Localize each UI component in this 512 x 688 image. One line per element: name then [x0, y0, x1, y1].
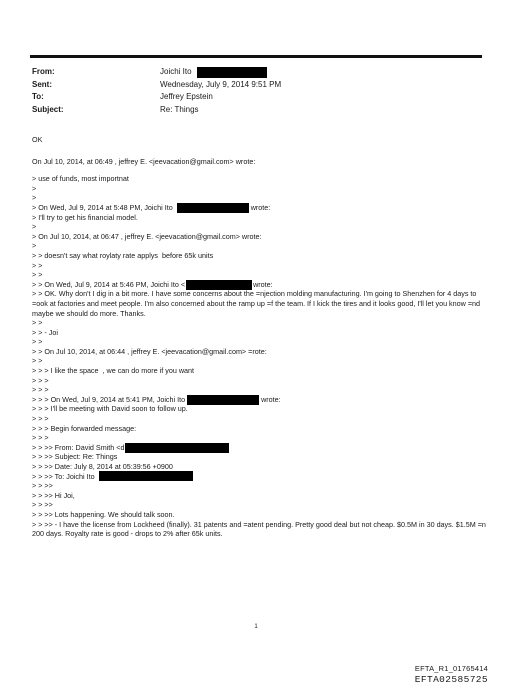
body-line: >	[32, 241, 37, 251]
redaction-box	[197, 67, 267, 78]
email-header	[32, 66, 281, 116]
body-line: > > >>	[32, 500, 53, 510]
subject-label: Subject:	[32, 104, 64, 114]
body-line: > > >	[32, 375, 49, 385]
body-line: > > >> Subject: Re: Things	[32, 452, 118, 462]
body-line-text: > > > On Wed, Jul 9, 2014 at 5:41 PM, Joichi Ito	[32, 394, 186, 404]
subject-row	[32, 104, 281, 117]
body-paragraph: > > OK. Why don't I dig in a bit more. I have some concerns about the =njection molding manufacturing. I'm going to Shenzhen for 4 days to =ook at factories and meet people. I'm also concerned about the ramp up =f the team. If I kick the tires and it looks good, I'll let you know =nd maybe we should do more. Thanks.	[32, 289, 481, 318]
sent-label: Sent:	[32, 79, 52, 89]
body-line-text: wrote:	[261, 394, 281, 404]
body-line: >	[32, 222, 37, 232]
body-line-text: > > On Wed, Jul 9, 2014 at 5:46 PM, Joichi Ito <	[32, 279, 186, 289]
sent-value: Wednesday, July 9, 2014 9:51 PM	[160, 79, 282, 89]
body-line: > I'll try to get his financial model.	[32, 212, 138, 222]
footer-code-primary: EFTA_R1_01765414	[414, 664, 488, 673]
redaction-box	[186, 280, 252, 290]
body-line: On Jul 10, 2014, at 06:49 , jeffrey E. <jeevacation@gmail.com> wrote:	[32, 156, 256, 166]
body-line: > >	[32, 318, 43, 328]
body-line: > >	[32, 270, 43, 280]
redaction-box	[187, 395, 259, 405]
body-line: > > >	[32, 414, 49, 424]
body-line: > > >	[32, 433, 49, 443]
redaction-box	[177, 203, 249, 213]
body-line	[32, 395, 487, 405]
body-line: >	[32, 183, 37, 193]
footer-code-secondary: EFTA02585725	[414, 674, 488, 685]
from-label: From:	[32, 67, 55, 76]
redaction-box	[99, 471, 193, 481]
body-line: > > >> Date: July 8, 2014 at 05:39:56 +0900	[32, 462, 173, 471]
body-line	[32, 472, 487, 482]
redaction-box	[125, 443, 229, 453]
email-body	[32, 135, 487, 539]
to-label: To:	[32, 92, 44, 101]
body-line: > > >>	[32, 481, 53, 491]
from-row	[32, 66, 281, 79]
body-line: > > >> Lots happening. We should talk soon.	[32, 509, 175, 519]
subject-value: Re: Things	[160, 104, 199, 114]
body-line: > > >> Hi Joi,	[32, 490, 75, 500]
body-line: > > > I'll be meeting with David soon to follow up.	[32, 404, 188, 414]
body-line: >	[32, 193, 37, 203]
body-line	[32, 280, 487, 290]
body-line-text: wrote:	[253, 279, 273, 289]
body-paragraph: > > >> - I have the license from Lockheed (finally). 31 patents and =atent pending. Pretty good deal but not cheap. $0.5M in 30 days. $1.5M =n 200 days. Royalty rate is good - drops to 2% after 65k units.	[32, 519, 486, 539]
body-line: > > doesn't say what roylaty rate applys before 65k units	[32, 250, 214, 260]
body-line: > use of funds, most importnat	[32, 174, 129, 184]
body-line: > On Jul 10, 2014, at 06:47 , jeffrey E. <jeevacation@gmail.com> wrote:	[32, 231, 262, 241]
body-line: > >	[32, 356, 43, 366]
body-line	[32, 203, 487, 213]
top-rule	[30, 55, 482, 58]
to-value: Jeffrey Epstein	[160, 92, 213, 102]
sent-row	[32, 79, 281, 92]
from-value	[160, 66, 267, 79]
body-line-text: > > >> To: Joichi Ito	[32, 471, 95, 481]
to-row	[32, 91, 281, 104]
body-line: > > On Jul 10, 2014, at 06:44 , jeffrey E. <jeevacation@gmail.com> =rote:	[32, 346, 267, 356]
body-line: > > > Begin forwarded message:	[32, 423, 137, 433]
body-line	[32, 443, 487, 453]
body-line-text: > On Wed, Jul 9, 2014 at 5:48 PM, Joichi Ito	[32, 202, 173, 212]
body-line-text: wrote:	[250, 202, 271, 212]
from-name: Joichi Ito	[160, 67, 192, 77]
body-line: > >	[32, 260, 43, 270]
body-line: OK	[32, 135, 43, 144]
body-line: > >	[32, 337, 43, 347]
body-line: > > >	[32, 385, 49, 395]
body-line: > > - Joi	[32, 327, 58, 337]
body-line-text: > > >> From: David Smith <d	[32, 442, 125, 452]
body-line: > > > I like the space , we can do more if you want	[32, 366, 195, 376]
page-number: 1	[254, 624, 258, 630]
